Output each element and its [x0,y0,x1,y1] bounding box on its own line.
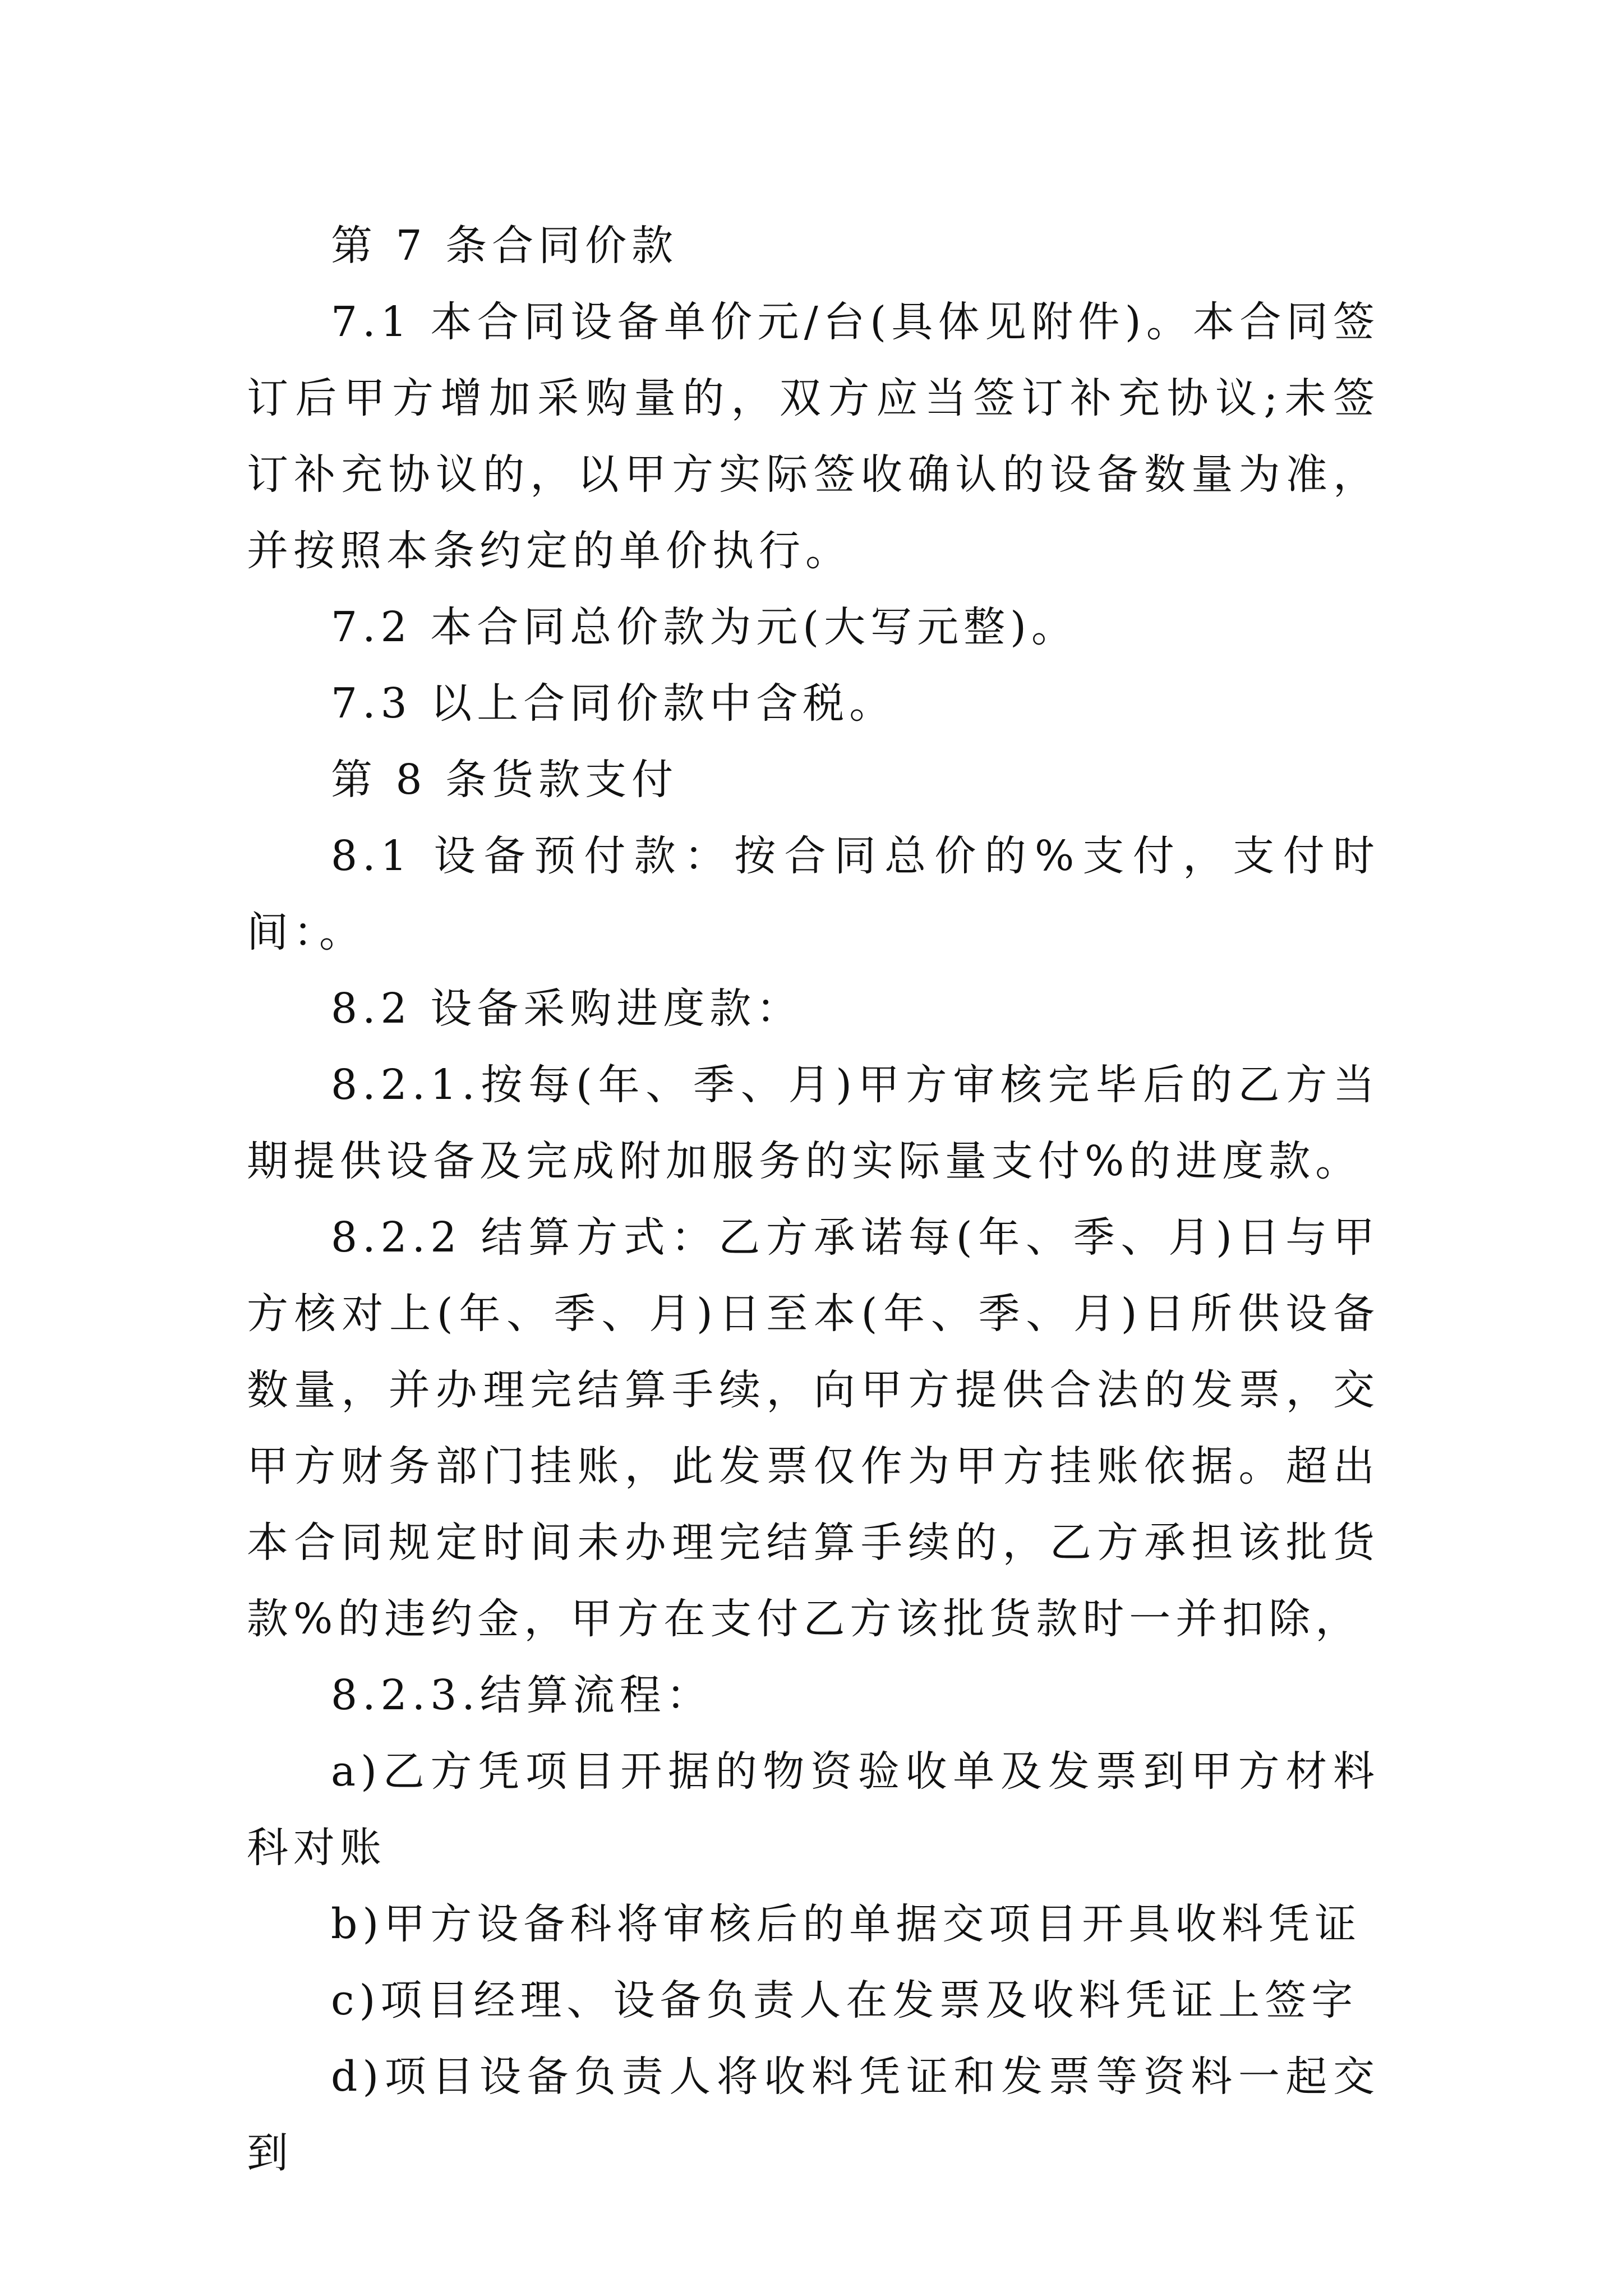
clause-7-1: 7.1 本合同设备单价元/台(具体见附件)。本合同签订后甲方增加采购量的，双方应当签订补充协议;未签订补充协议的，以甲方实际签收确认的设备数量为准，并按照本条约定的单价执行。 [247,298,1380,575]
clause-8-2-3: 8.2.3.结算流程： [331,1671,713,1719]
process-step-c: c)项目经理、设备负责人在发票及收料凭证上签字 [331,1976,1358,2024]
document-body [247,208,1380,2191]
section-8-heading: 第 8 条货款支付 [331,756,679,804]
process-step-d: d)项目设备负责人将收料凭证和发票等资料一起交到 [247,2053,1380,2177]
section-7-heading: 第 7 条合同价款 [331,222,679,270]
clause-8-2-1: 8.2.1.按每(年、季、月)甲方审核完毕后的乙方当期提供设备及完成附加服务的实际量支付%的进度款。 [247,1061,1380,1185]
clause-8-2: 8.2 设备采购进度款： [331,984,803,1033]
clause-8-2-2: 8.2.2 结算方式：乙方承诺每(年、季、月)日与甲方核对上(年、季、月)日至本(年、季、月)日所供设备数量，并办理完结算手续，向甲方提供合法的发票，交甲方财务部门挂账，此发票仅作为甲方挂账依据。超出本合同规定时间未办理完结算手续的，乙方承担该批货款%的违约金，甲方在支付乙方该批货款时一并扣除， [247,1213,1380,1643]
clause-7-2: 7.2 本合同总价款为元(大写元整)。 [331,603,1078,651]
clause-7-3: 7.3 以上合同价款中含税。 [331,679,896,728]
clause-8-1: 8.1 设备预付款：按合同总价的%支付，支付时间：。 [247,832,1380,956]
process-step-b: b)甲方设备科将审核后的单据交项目开具收料凭证 [331,1900,1362,1948]
process-step-a: a)乙方凭项目开据的物资验收单及发票到甲方材料科对账 [247,1747,1380,1872]
